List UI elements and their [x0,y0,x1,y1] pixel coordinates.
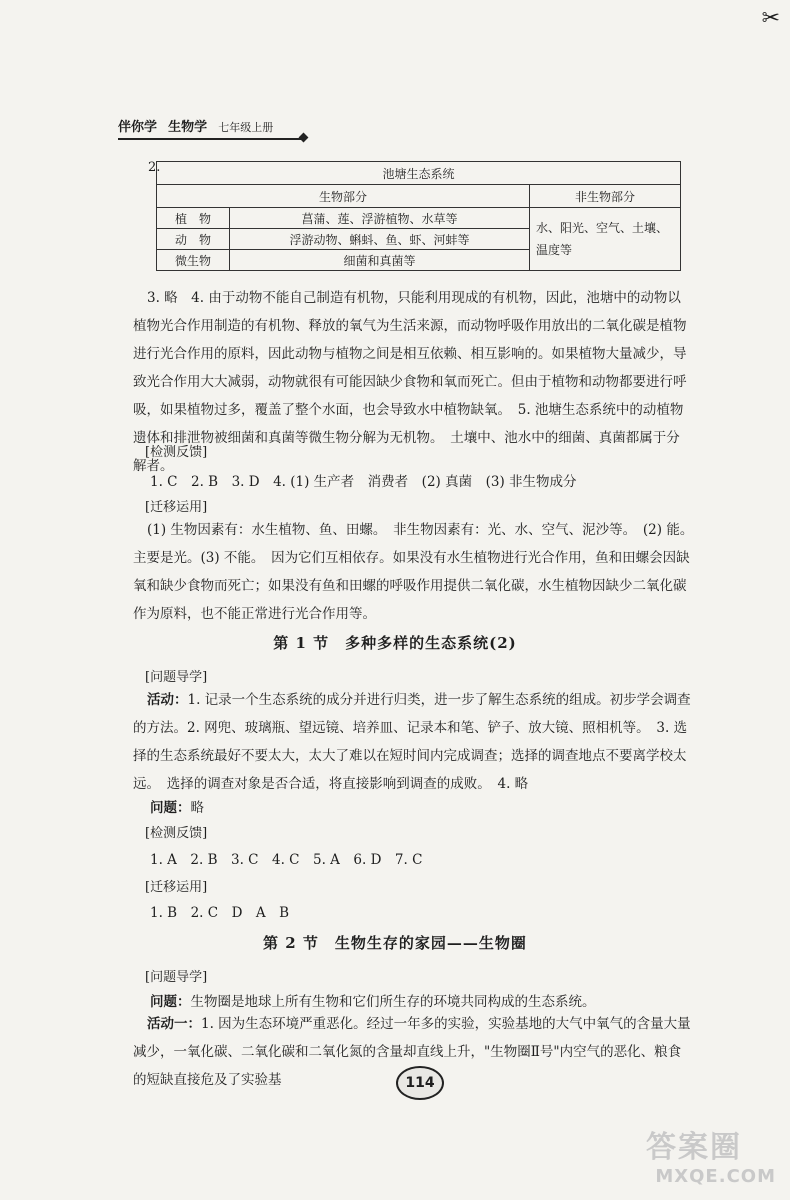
header-rule [118,138,304,140]
row-value: 菖蒲、莲、浮游植物、水草等 [230,208,530,229]
transfer-answers: 1. B 2. C D A B [150,905,290,921]
check-answers: 1. A 2. B 3. C 4. C 5. A 6. D 7. C [150,852,423,868]
header-subject: 生物学 [168,120,208,135]
row-label: 植 物 [157,208,230,229]
section-title: 第 2 节 生物生存的家园——生物圈 [263,934,527,952]
activity-text [133,686,693,798]
watermark [646,1130,776,1190]
question-label: 问题： [150,800,191,816]
row-label: 微生物 [157,250,230,271]
header-brand: 伴你学 [118,120,158,135]
page-header [118,116,308,140]
question-label: 问题： [150,994,191,1010]
scissors-icon: ✂ [761,6,780,31]
guide-label: [问题导学] [145,970,208,985]
question-line [150,990,740,1010]
header-diamond-icon [299,133,309,143]
activity-label: 活动一： [147,1016,201,1032]
activity-label: 活动： [147,692,188,708]
transfer-label: [迁移运用] [145,880,208,895]
section-title: 第 1 节 多种多样的生态系统(2) [273,634,517,652]
nonbio-value: 水、阳光、空气、土壤、温度等 [530,208,681,271]
row-value: 细菌和真菌等 [230,250,530,271]
question-text: 生物圈是地球上所有生物和它们所生存的环境共同构成的生态系统。 [190,994,596,1010]
row-value: 浮游动物、蝌蚪、鱼、虾、河蚌等 [230,229,530,250]
watermark-url: MXQE.COM [655,1166,776,1187]
table-title: 池塘生态系统 [157,162,681,185]
question-line [150,796,740,816]
page-number: 114 [396,1066,444,1100]
pond-ecosystem-table [156,161,681,271]
activity-body: 1. 因为生态环境严重恶化。经过一年多的实验，实验基地的大气中氧气的含量大量减少，一氧化碳、二氧化碳和二氧化氮的含量却直线上升，"生物圈Ⅱ号"内空气的恶化、粮食的短缺直接危及了实验基 [133,1016,691,1088]
nonbio-header: 非生物部分 [530,185,681,208]
watermark-logo-text: 答案圈 [646,1130,742,1165]
guide-label: [问题导学] [145,670,208,685]
row-label: 动 物 [157,229,230,250]
check-label: [检测反馈] [145,826,208,841]
question-text: 略 [190,800,204,816]
bio-header: 生物部分 [157,185,530,208]
transfer-text: (1) 生物因素有：水生植物、鱼、田螺。 非生物因素有：光、水、空气、泥沙等。 (2) 能。 主要是光。(3) 不能。 因为它们互相依存。如果没有水生植物进行光合作用，鱼和田螺会因缺氧和缺少食物而死亡；如果没有鱼和田螺的呼吸作用提供二氧化碳，水生植物因缺少二氧化碳作为原料，也不能正常进行光合作用等。 [133,522,701,622]
check-label: [检测反馈] [145,445,208,460]
item-number: 2. [148,160,161,175]
check-answers: 1. C 2. B 3. D 4. (1) 生产者 消费者 (2) 真菌 (3) 非生物成分 [150,474,577,490]
activity-body: 1. 记录一个生态系统的成分并进行归类，进一步了解生态系统的组成。初步学会调查的方法。2. 网兜、玻璃瓶、望远镜、培养皿、记录本和笔、铲子、放大镜、照相机等。 3. 选择的生态系统最好不要太大，太大了难以在短时间内完成调查；选择的调查地点不要离学校太远。 选择的调查对象是否合适，将直接影响到调查的成败。 4. 略 [133,692,691,792]
transfer-label: [迁移运用] [145,500,208,515]
header-grade: 七年级上册 [218,121,274,134]
answer-paragraph: 3. 略 4. 由于动物不能自己制造有机物，只能利用现成的有机物，因此，池塘中的动物以植物光合作用制造的有机物、释放的氧气为生活来源，而动物呼吸作用放出的二氧化碳是植物进行光合作用的原料，因此动物与植物之间是相互依赖、相互影响的。如果植物大量减少，导致光合作用大大减弱，动物就很有可能因缺少食物和氧而死亡。但由于植物和动物都要进行呼吸，如果植物过多，覆盖了整个水面，也会导致水中植物缺氧。 5. 池塘生态系统中的动植物遗体和排泄物被细菌和真菌等微生物分解为无机物。 土壤中、池水中的细菌、真菌都属于分解者。 [133,290,687,474]
